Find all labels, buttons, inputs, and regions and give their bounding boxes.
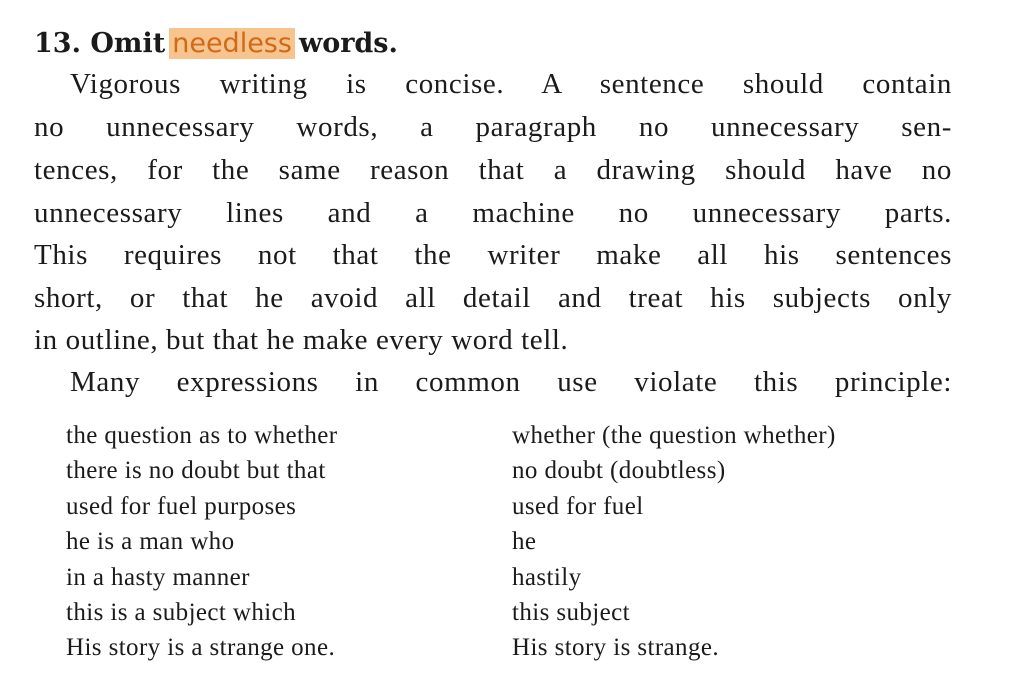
- paragraph-line: Vigorous writing is concise. A sentence should contain: [70, 68, 952, 100]
- example-row: [66, 630, 966, 665]
- example-row: [66, 560, 966, 595]
- paragraph-line: short, or that he avoid all detail and treat his subjects only: [34, 282, 952, 314]
- wordy-expression: His story is a strange one.: [66, 634, 336, 662]
- example-row: [66, 524, 966, 559]
- example-row: [66, 453, 966, 488]
- concise-expression: whether (the question whether): [512, 422, 836, 449]
- examples-table: [66, 418, 966, 666]
- paragraph-line: no unnecessary words, a paragraph no unnecessary sen-: [34, 111, 952, 143]
- concise-expression: no doubt (doubtless): [512, 457, 726, 485]
- wordy-expression: this is a subject which: [66, 598, 297, 626]
- concise-expression: used for fuel: [512, 492, 644, 520]
- section-number: 13.: [34, 28, 81, 59]
- section-heading: [34, 26, 398, 62]
- paragraph-line: unnecessary lines and a machine no unnecessary parts.: [34, 197, 952, 229]
- section-title-end: words.: [298, 28, 398, 59]
- wordy-expression: there is no doubt but that: [66, 457, 326, 485]
- paragraph-line: tences, for the same reason that a drawing should have no: [34, 154, 952, 186]
- concise-expression: hastily: [512, 563, 582, 591]
- paragraph-line: Many expressions in common use violate this principle:: [70, 366, 952, 398]
- wordy-expression: in a hasty manner: [66, 563, 250, 591]
- paragraph-line: This requires not that the writer make all his sentences: [34, 239, 952, 271]
- example-row: [66, 418, 966, 453]
- concise-expression: he: [512, 528, 537, 556]
- example-row: [66, 489, 966, 524]
- concise-expression: His story is strange.: [512, 634, 719, 662]
- paragraph-line: in outline, but that he make every word tell.: [34, 324, 569, 356]
- highlighted-word[interactable]: needless: [169, 28, 295, 59]
- wordy-expression: the question as to whether: [66, 422, 338, 449]
- wordy-expression: used for fuel purposes: [66, 492, 297, 520]
- section-title-start: Omit: [90, 28, 166, 59]
- wordy-expression: he is a man who: [66, 528, 235, 556]
- concise-expression: this subject: [512, 598, 630, 626]
- example-row: [66, 595, 966, 630]
